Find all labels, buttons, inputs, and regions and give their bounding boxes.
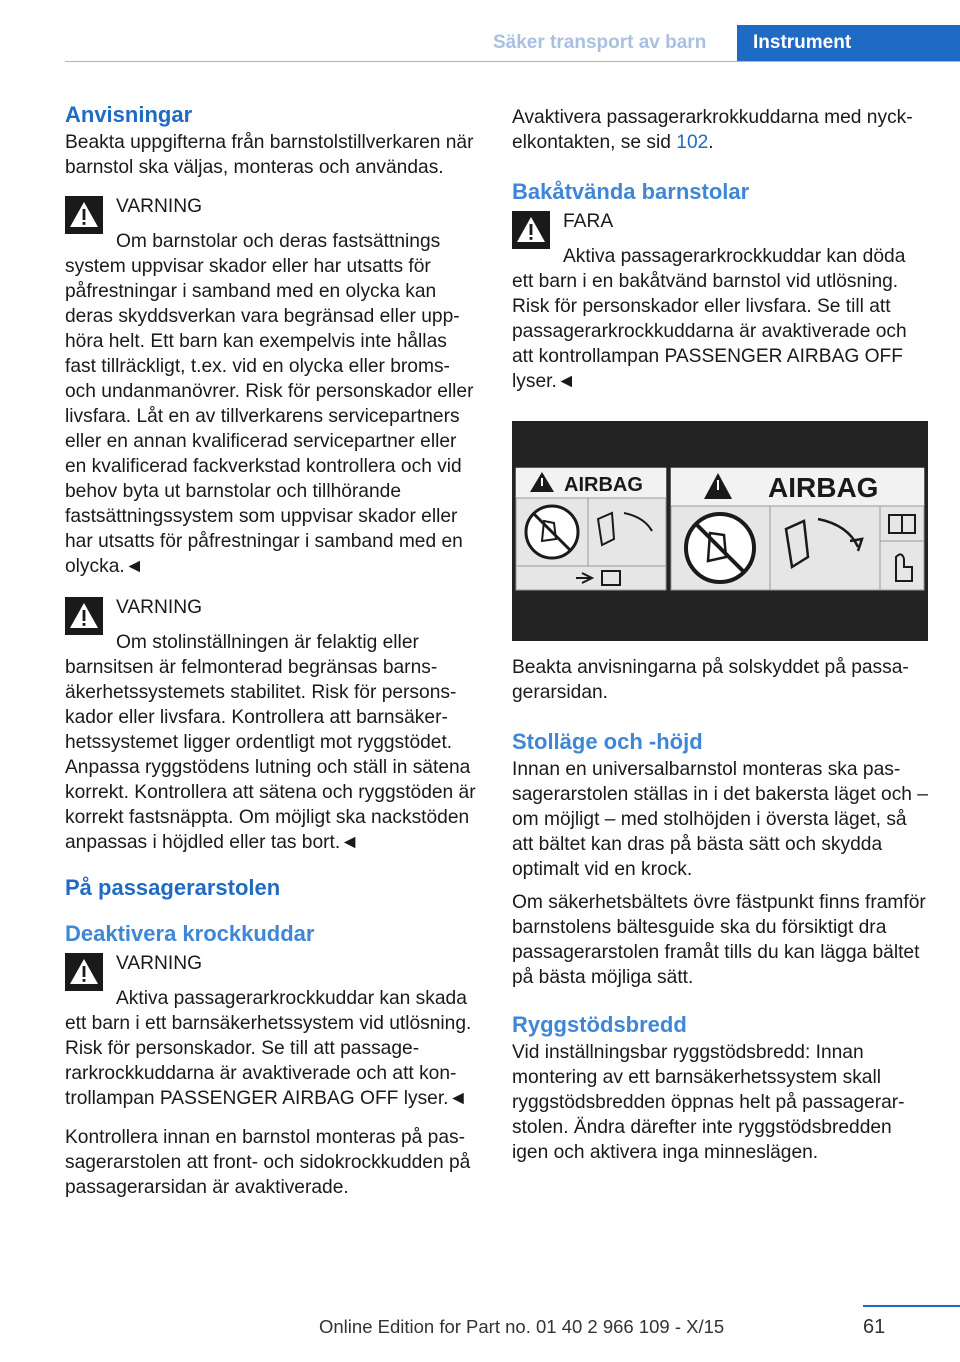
warning-icon: [65, 196, 103, 234]
footer-rule: [863, 1305, 960, 1307]
warning-block-2: [65, 595, 478, 855]
heading-stollage-och-hojd: Stolläge och -höjd: [512, 729, 703, 754]
warning-text: ett barn i ett barnsäkerhetssystem vid utlösning. Risk för personskador. Se till att passagerarkrockkuddarna är avaktiverade och att kontrollampan PASSENGER AIRBAG OFF lyser.◄: [65, 1013, 472, 1109]
warning-block-3: [65, 951, 478, 1111]
danger-text-first-line: Aktiva passagerarkrockkuddar kan döda: [563, 246, 906, 267]
paragraph-avaktivera: [512, 105, 928, 155]
paragraph-avaktivera-text: Avaktivera passagerarkrokkuddarna med nyckelkontakten, se sid: [512, 107, 913, 153]
warning-label: VARNING: [116, 953, 202, 974]
heading-passagerarstolen: På passagerarstolen: [65, 875, 281, 900]
warning-icon: [65, 597, 103, 635]
heading-ryggstodsbredd: Ryggstödsbredd: [512, 1012, 687, 1037]
paragraph-intro: Beakta uppgifterna från barnstolstillverkaren när barnstol ska väljas, monteras och användas.: [65, 132, 474, 178]
paragraph-stollage-2: Om säkerhetsbältets övre fästpunkt finns framför barnstolens bältesguide ska du försiktigt dra passagerarstolen framåt tills du kan lägga bältet på bästa möjliga sätt.: [512, 892, 926, 988]
warning-label: VARNING: [116, 597, 202, 618]
airbag-warning-label-photo: [512, 421, 928, 641]
paragraph-kontrollera: Kontrollera innan en barnstol monteras på passagerarstolen att front- och sidokrockkudden på passagerarsidan är avaktiverade.: [65, 1127, 471, 1198]
page-number: 61: [863, 1316, 886, 1338]
danger-block: [512, 209, 928, 394]
warning-text-first-line: Aktiva passagerarkrockkuddar kan skada: [116, 988, 467, 1009]
page-link-102[interactable]: 102: [676, 132, 709, 153]
heading-anvisningar: Anvisningar: [65, 102, 193, 127]
paragraph-beakta: Beakta anvisningarna på solskyddet på passagerarsidan.: [512, 657, 909, 703]
small-label-airbag-text: AIRBAG: [564, 474, 643, 496]
warning-block-1: [65, 194, 478, 579]
warning-text: system uppvisar skador eller har utsatts för påfrestningar i samband med en olycka kan deras skyddsverkan vara begränsad eller upphöra helt. Ett barn kan exempelvis inte hållas fast tillräckligt, t.ex. vid en olycka eller broms- och undanmanövrer. Risk för personskador eller livsfara. Låt en av tillverkarens servicepartners eller en annan kvalificerad servicepartner eller en kvalificerad fackverkstad kontrollera och vid behov byta ut barnstolar och tillhörande fastsättningssystem som uppvisar skador eller har utsatts för påfrestningar i samband med en olycka.◄: [65, 256, 474, 577]
warning-icon: [65, 953, 103, 991]
paragraph-stollage-1: Innan en universalbarnstol monteras ska passagerarstolen ställas in i det bakersta läget och – om möjligt – med stolhöjden i översta läget, så att bältet kan dras på bästa sätt och skydda optimalt vid en krock.: [512, 759, 928, 880]
warning-text-first-line: Om barnstolar och deras fastsättnings: [116, 231, 441, 252]
warning-text: barnsitsen är felmonterad begränsas barnsäkerhetssystemets stabilitet. Risk för personskador eller livsfara. Kontrollera att barnsäkerhetssystemet ligger ordentligt mot ryggstödet. Anpassa ryggstödens lutning och ställ in sätena korrekt. Kontrollera att sätena och ryggstöden är korrekt fastsnäppta. Om möjligt ska nackstöden anpassas i höjdled eller tas bort.◄: [65, 657, 476, 853]
footer-edition: Online Edition for Part no. 01 40 2 966 109 - X/15: [319, 1316, 725, 1337]
paragraph-avaktivera-end: .: [708, 132, 714, 153]
header-rule: [65, 61, 960, 62]
header-section-title: Säker transport av barn: [493, 32, 707, 53]
warning-icon: [512, 211, 550, 249]
heading-bakatvanda-barnstolar: Bakåtvända barnstolar: [512, 179, 750, 204]
right-column: [512, 105, 928, 394]
danger-text: ett barn i en bakåtvänd barnstol vid utlösning. Risk för personskador eller livsfara. Se till att passagerarkrockkuddarna är avaktiverade och att kontrollampan PASSENGER AIRBAG OFF lyser.◄: [512, 271, 907, 392]
paragraph-ryggstodsbredd: Vid inställningsbar ryggstödsbredd: Innan montering av ett barnsäkerhetssystem skall ryggstödsbredden öppnas helt på passagerarstolen. Ändra därefter inte ryggstödsbredden igen och aktivera inga minneslägen.: [512, 1042, 905, 1163]
right-column-lower: [512, 655, 928, 1165]
warning-text-first-line: Om stolinställningen är felaktig eller: [116, 632, 419, 653]
airbag-labels-illustration: [512, 421, 928, 641]
left-column: [65, 100, 478, 1200]
heading-deaktivera-krockkuddar: Deaktivera krockkuddar: [65, 921, 315, 946]
header-chapter-tab[interactable]: Instrument: [737, 25, 960, 61]
danger-label: FARA: [563, 211, 614, 232]
warning-label: VARNING: [116, 196, 202, 217]
large-label-airbag-text: AIRBAG: [768, 472, 879, 503]
